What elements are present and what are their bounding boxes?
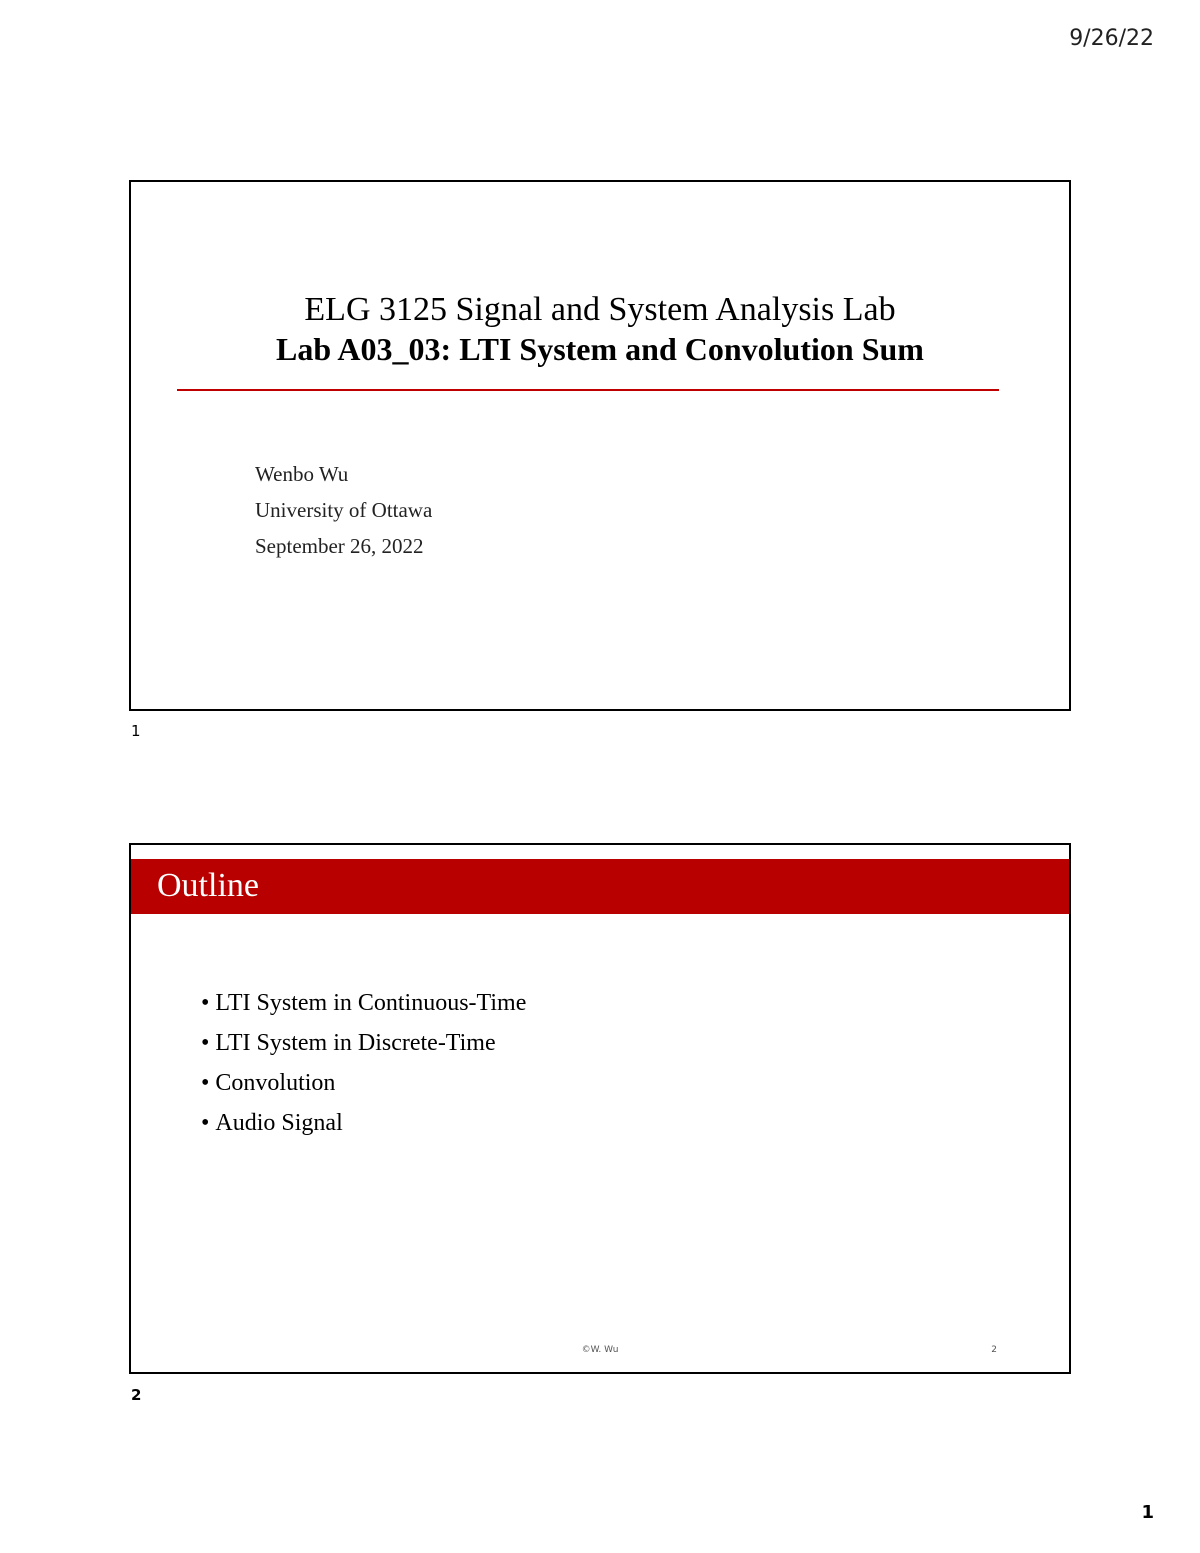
outline-list <box>201 987 526 1147</box>
page-date: 9/26/22 <box>1069 26 1154 51</box>
list-item: • Convolution <box>201 1067 526 1107</box>
slide-title: ELG 3125 Signal and System Analysis Lab <box>304 291 896 328</box>
author-block <box>255 460 432 568</box>
slide-footer-number: 2 <box>991 1345 997 1355</box>
slide-header-title: Outline <box>157 867 259 904</box>
slide-header-bar <box>131 859 1069 914</box>
title-divider <box>177 389 999 391</box>
slide-number-label: 1 <box>131 722 141 740</box>
slide-1 <box>129 180 1071 711</box>
slide-2 <box>129 843 1071 1374</box>
slide-footer-copyright: ©W. Wu <box>581 1345 619 1355</box>
list-item: • LTI System in Continuous-Time <box>201 987 526 1027</box>
list-item: • LTI System in Discrete-Time <box>201 1027 526 1067</box>
presentation-date: September 26, 2022 <box>255 534 424 558</box>
slide-number-label: 2 <box>131 1386 142 1404</box>
page-number: 1 <box>1141 1502 1154 1523</box>
list-item: • Audio Signal <box>201 1107 526 1147</box>
institution: University of Ottawa <box>255 498 433 522</box>
slide-subtitle: Lab A03_03: LTI System and Convolution Sum <box>276 331 924 367</box>
author-name: Wenbo Wu <box>255 462 349 486</box>
